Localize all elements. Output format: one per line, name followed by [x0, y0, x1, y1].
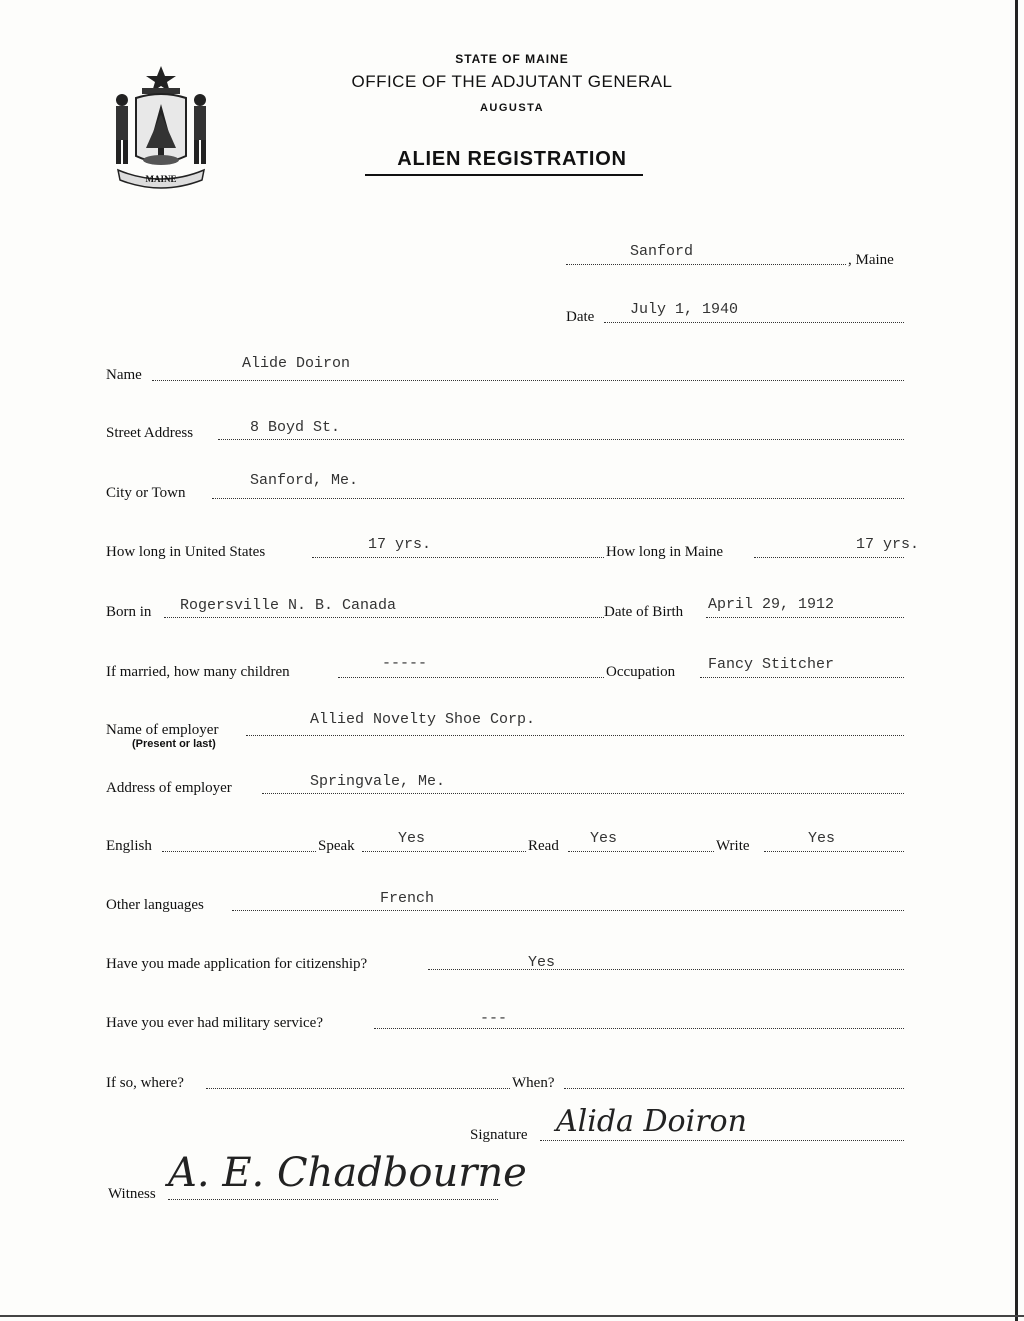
children-label: If married, how many children	[106, 664, 290, 680]
read-label: Read	[528, 838, 559, 854]
town-suffix: , Maine	[848, 252, 894, 268]
when-label: When?	[512, 1075, 555, 1091]
citizenship-label: Have you made application for citizenship?	[106, 956, 368, 972]
title-underline	[365, 174, 643, 176]
town-value: Sanford	[630, 243, 694, 260]
scan-edge-bottom	[0, 1315, 1024, 1317]
date-label: Date	[566, 309, 595, 325]
employer-sublabel: (Present or last)	[132, 738, 216, 750]
city-heading: AUGUSTA	[479, 102, 545, 114]
form-title: ALIEN REGISTRATION	[397, 148, 627, 170]
military-value: ---	[480, 1010, 508, 1027]
office-heading: OFFICE OF THE ADJUTANT GENERAL	[351, 72, 673, 91]
city-label: City or Town	[106, 485, 186, 501]
signature-line	[540, 1140, 904, 1141]
read-line	[568, 851, 714, 852]
employer-value: Allied Novelty Shoe Corp.	[310, 711, 536, 728]
military-line	[374, 1028, 904, 1029]
speak-value: Yes	[398, 830, 426, 847]
street-line	[218, 439, 904, 440]
city-value: Sanford, Me.	[250, 472, 359, 489]
employer-label: Name of employer	[106, 722, 219, 738]
street-value: 8 Boyd St.	[250, 419, 341, 436]
street-label: Street Address	[106, 425, 194, 441]
maine-duration-label: How long in Maine	[606, 544, 724, 560]
dob-line	[706, 617, 904, 618]
english-label: English	[106, 838, 152, 854]
witness-label: Witness	[108, 1186, 156, 1202]
where-label: If so, where?	[106, 1075, 184, 1091]
scan-edge-right	[1015, 0, 1018, 1321]
write-value: Yes	[808, 830, 836, 847]
children-line	[338, 677, 604, 678]
occupation-line	[700, 677, 904, 678]
military-label: Have you ever had military service?	[106, 1015, 323, 1031]
speak-label: Speak	[318, 838, 355, 854]
city-line	[212, 498, 904, 499]
us-duration-value: 17 yrs.	[368, 536, 432, 553]
occupation-value: Fancy Stitcher	[708, 656, 835, 673]
citizenship-line	[428, 969, 904, 970]
write-label: Write	[716, 838, 750, 854]
date-value: July 1, 1940	[630, 301, 739, 318]
maine-duration-line	[754, 557, 904, 558]
employer-address-label: Address of employer	[106, 780, 232, 796]
children-value: -----	[382, 655, 428, 672]
us-duration-label: How long in United States	[106, 544, 266, 560]
write-line	[764, 851, 904, 852]
other-languages-line	[232, 910, 904, 911]
town-line	[566, 264, 846, 265]
citizenship-value: Yes	[528, 954, 556, 971]
date-line	[604, 322, 904, 323]
employer-line	[246, 735, 904, 736]
witness-value: A. E. Chadbourne	[168, 1150, 527, 1196]
read-value: Yes	[590, 830, 618, 847]
born-line	[164, 617, 604, 618]
speak-line	[362, 851, 526, 852]
where-line	[206, 1088, 510, 1089]
other-languages-label: Other languages	[106, 897, 204, 913]
employer-address-value: Springvale, Me.	[310, 773, 446, 790]
signature-label: Signature	[470, 1127, 528, 1143]
maine-duration-value: 17 yrs.	[856, 536, 920, 553]
svg-text:MAINE: MAINE	[145, 174, 177, 184]
witness-line	[168, 1199, 498, 1200]
signature-value: Alida Doiron	[556, 1104, 747, 1139]
name-line	[152, 380, 904, 381]
when-line	[564, 1088, 904, 1089]
name-value: Alide Doiron	[242, 355, 351, 372]
other-languages-value: French	[380, 890, 435, 907]
born-label: Born in	[106, 604, 152, 620]
employer-address-line	[262, 793, 904, 794]
born-value: Rogersville N. B. Canada	[180, 597, 397, 614]
dob-value: April 29, 1912	[708, 596, 835, 613]
state-heading: STATE OF MAINE	[455, 52, 569, 66]
english-line	[162, 851, 316, 852]
occupation-label: Occupation	[606, 664, 676, 680]
name-label: Name	[106, 367, 142, 383]
dob-label: Date of Birth	[604, 604, 684, 620]
us-duration-line	[312, 557, 604, 558]
